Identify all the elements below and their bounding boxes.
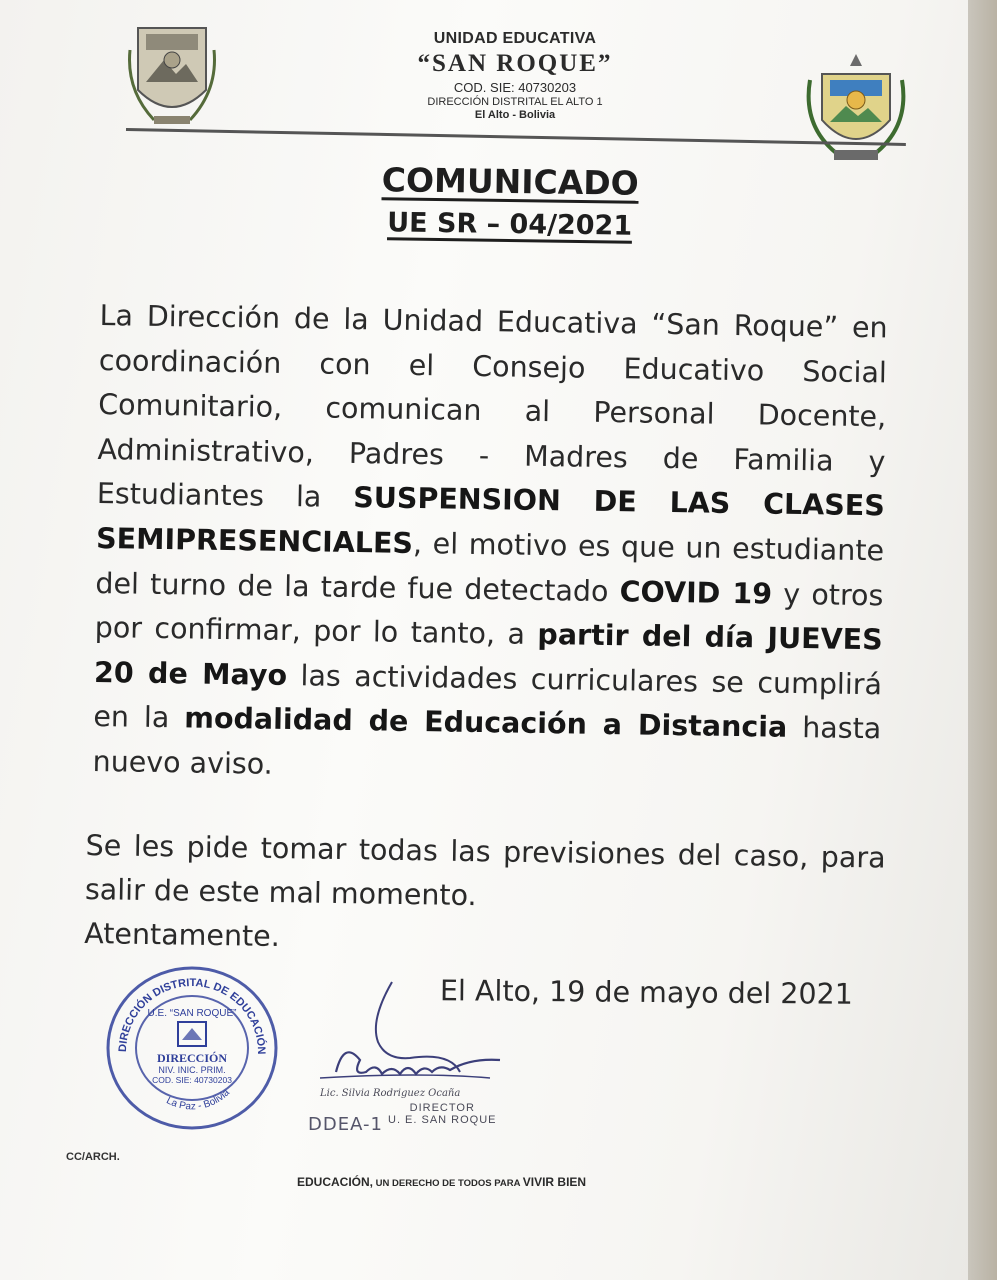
stamp-place: La Paz - Bolivia [164, 1087, 232, 1113]
footer-part-3: VIVIR BIEN [522, 1175, 587, 1189]
main-paragraph [92, 294, 888, 797]
school-code: COD. SIE: 40730203 [453, 80, 577, 95]
signature-caption [388, 1102, 497, 1126]
footer-part-1: EDUCACIÓN, [297, 1175, 374, 1189]
header-divider [126, 128, 906, 146]
stamp-code: COD. SIE: 40730203 [152, 1075, 232, 1085]
signatory-role: DIRECTOR [409, 1102, 475, 1114]
body-bold-modality: modalidad de Educación a Distancia [184, 701, 788, 745]
school-name: “SAN ROQUE” [417, 50, 613, 77]
stamp-title: DIRECCIÓN [156, 1051, 228, 1065]
city-emblem-logo [800, 50, 912, 166]
stamp-ring-text: DIRECCIÓN DISTRITAL DE EDUCACIÓN [116, 976, 268, 1055]
signatory-unit: U. E. SAN ROQUE [388, 1114, 497, 1126]
school-emblem-logo [124, 20, 220, 132]
body-text-2: , el motivo es que un estudiante del turno de la tarde fue detectado [95, 526, 885, 608]
official-stamp [104, 960, 280, 1130]
body-text-3: y otros por confirmar, por lo tanto, a [94, 577, 884, 652]
body-bold-covid: COVID 19 [619, 574, 773, 611]
stamp-school: U.E. “SAN ROQUE” [147, 1008, 237, 1019]
title-block [329, 159, 690, 242]
archive-note: CC/ARCH. [66, 1151, 120, 1163]
letterhead [360, 30, 670, 121]
document-title: COMUNICADO [381, 160, 640, 203]
body-text-4: las actividades curriculares se cumplirá en la [93, 658, 883, 735]
stamp-mark: DDEA-1 [308, 1114, 383, 1135]
school-type: UNIDAD EDUCATIVA [433, 30, 597, 47]
document-reference: UE SR – 04/2021 [387, 207, 633, 242]
closing-paragraph [84, 824, 886, 969]
closing-request: Se les pide tomar todas las previsiones del caso, para salir de este mal momento. [84, 828, 886, 913]
place-date: El Alto, 19 de mayo del 2021 [439, 974, 854, 1011]
desk-edge [968, 0, 997, 1280]
body-text-1: La Dirección de la Unidad Educativa “San Roque” en coordinación con el Consejo Educativo Social Comunitario, comunican al Personal Docente, Administrativo, Padres - Madres de Familia y Estudiantes la [96, 298, 888, 515]
body-text-5: hasta nuevo aviso. [92, 711, 882, 781]
body-bold-suspension: SUSPENSION DE LAS CLASES SEMIPRESENCIALES [95, 481, 886, 560]
closing-salutation: Atentamente. [84, 916, 281, 954]
city-country: El Alto - Bolivia [474, 109, 556, 121]
footer-motto [297, 1175, 586, 1189]
body-bold-date: partir del día JUEVES 20 de Mayo [93, 618, 883, 692]
footer-part-2: UN DERECHO DE TODOS PARA [373, 1178, 523, 1189]
signatory-name: Lic. Silvia Rodriguez Ocaña [320, 1088, 461, 1099]
district-name: DIRECCIÓN DISTRITAL EL ALTO 1 [427, 96, 603, 108]
stamp-level: NIV. INIC. PRIM. [158, 1065, 226, 1075]
